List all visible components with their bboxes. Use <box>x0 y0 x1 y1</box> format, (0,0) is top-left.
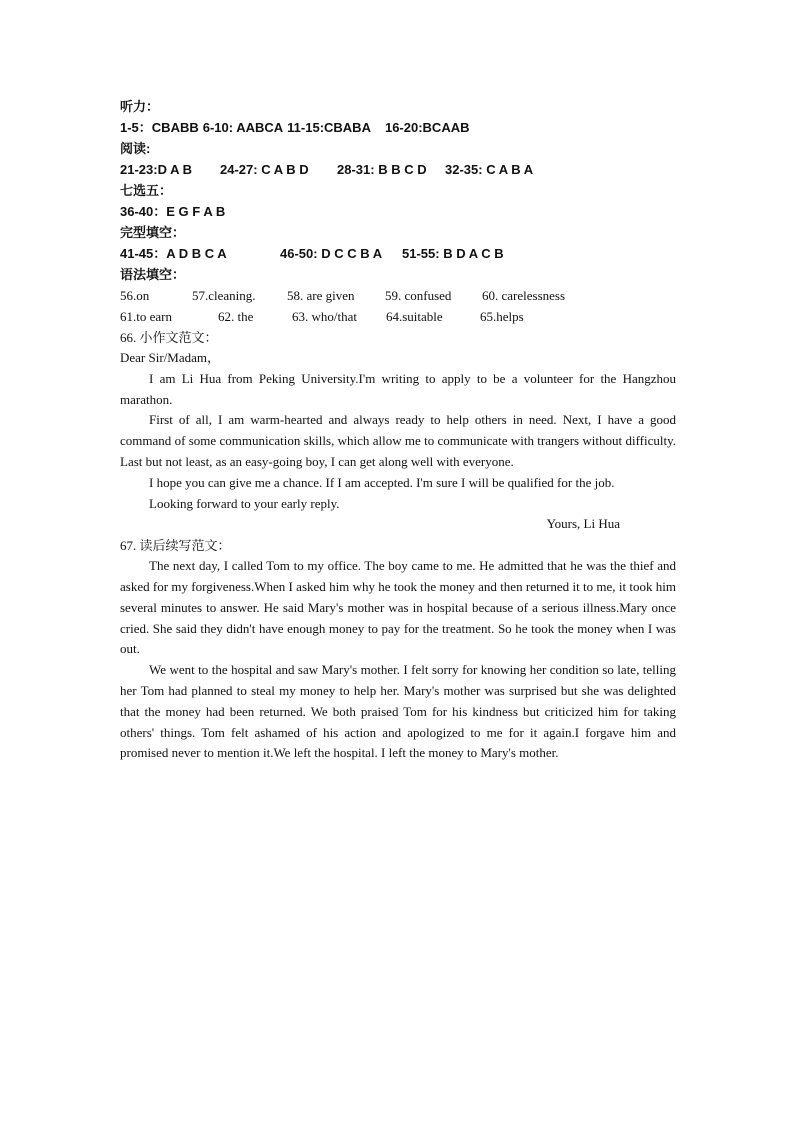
continuation-paragraph: We went to the hospital and saw Mary's mother. I felt sorry for knowing her condition so late, telling her Tom had planned to steal my money to help her. Mary's mother was surprised but she was delighted that the money had been returned. We both praised Tom for his kindness but criticized him for taking others' things. Tom felt ashamed of his action and apologized to me for it again.I forgave him and promised never to mention it.We left the hospital. I left the money to Mary's mother. <box>120 662 676 761</box>
seven-choose-five-heading: 七选五： <box>120 183 173 198</box>
answer-group: 11-15:CBABA <box>287 120 371 135</box>
grammar-answers-row-1 <box>120 285 676 306</box>
short-writing-heading: 66. 小作文范文： <box>120 330 218 345</box>
answer-group: 16-20:BCAAB <box>384 120 470 135</box>
continuation-writing-heading: 67. 读后续写范文： <box>120 538 231 554</box>
grammar-answers-row-2 <box>120 306 676 327</box>
grammar-answer: 61.to earn <box>120 309 172 324</box>
continuation-paragraph: The next day, I called Tom to my office. The boy came to me. He admitted that he was the thief and asked for my forgiveness.When I asked him why he took the money and then returned it to me, it took him several minutes to answer. He said Mary's mother was in hospital because of a serious illness.Mary once cried. She said they didn't have enough money to pay for the treatment. So he took the money when I was out. <box>120 558 676 657</box>
answer-group: 51-55: B D A C B <box>402 246 504 261</box>
reading-heading: 阅读: <box>120 141 151 156</box>
answer-group: 28-31: B B C D <box>337 162 427 177</box>
seven-choose-five-answers <box>120 201 676 222</box>
letter-closing: Yours, Li Hua <box>546 516 620 532</box>
answer-key-page <box>120 96 676 764</box>
grammar-answer: 63. who/that <box>292 309 357 324</box>
reading-answers <box>120 159 676 180</box>
grammar-answer: 57.cleaning. <box>192 288 256 303</box>
cloze-heading: 完型填空： <box>120 225 186 240</box>
letter-salutation: Dear Sir/Madam， <box>120 350 221 365</box>
letter-paragraph: I hope you can give me a chance. If I am accepted. I'm sure I will be qualified for the job. <box>149 474 615 490</box>
grammar-heading: 语法填空： <box>120 267 186 282</box>
grammar-answer: 60. carelessness <box>482 288 566 303</box>
grammar-answer: 58. are given <box>287 288 355 303</box>
answer-group: 24-27: C A B D <box>220 162 309 177</box>
answer-group: 46-50: D C C B A <box>280 246 383 261</box>
cloze-answers <box>120 243 676 264</box>
grammar-answer: 56.on <box>120 288 150 303</box>
letter-paragraph: I am Li Hua from Peking University.I'm writing to apply to be a volunteer for the Hangzhou marathon. <box>120 370 676 407</box>
answer-group: 6-10: AABCA <box>202 120 284 135</box>
listening-answers <box>120 117 676 138</box>
answer-group: 32-35: C A B A <box>445 162 534 177</box>
letter-paragraph: First of all, I am warm-hearted and always ready to help others in need. Next, I have a good command of some communication skills, which allow me to communicate with trangers without difficulty. Last but not least, as an easy-going boy, I can get along well with everyone. <box>120 412 676 469</box>
grammar-answer: 59. confused <box>385 288 452 303</box>
grammar-answer: 65.helps <box>480 309 524 324</box>
grammar-answer: 62. the <box>218 309 254 324</box>
grammar-answer: 64.suitable <box>386 309 443 324</box>
answer-group: 21-23:D A B <box>120 162 193 177</box>
answer-group: 41-45：A D B C A <box>120 246 227 261</box>
listening-heading: 听力： <box>120 99 160 114</box>
letter-paragraph: Looking forward to your early reply. <box>149 495 340 511</box>
answer-group: 1-5：CBABB <box>120 120 199 135</box>
answer-group: 36-40：E G F A B <box>120 204 226 219</box>
